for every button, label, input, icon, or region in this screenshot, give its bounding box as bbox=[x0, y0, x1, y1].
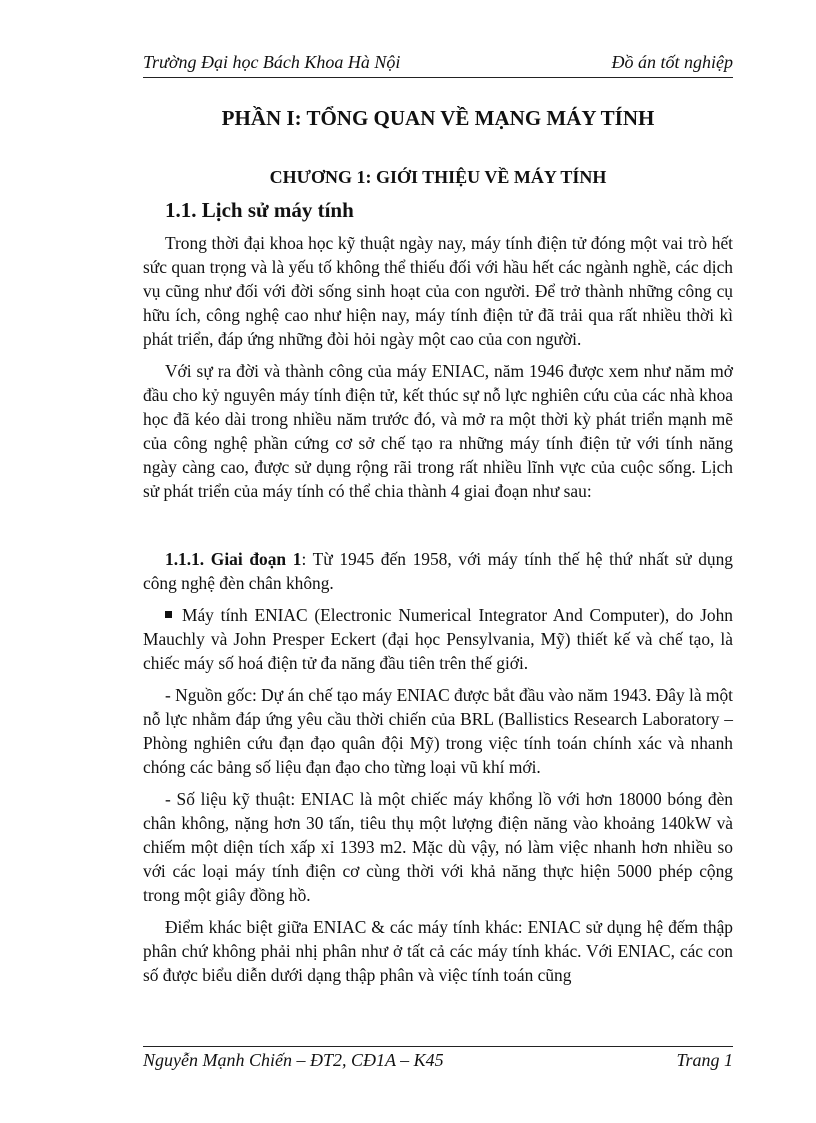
page-header bbox=[143, 52, 733, 73]
bullet-eniac-text: Máy tính ENIAC (Electronic Numerical Integrator And Computer), do John Mauchly và John Presper Eckert (đại học Pensylvania, Mỹ) thiết kế và chế tạo, là chiếc máy số hoá điện tử đa năng đầu tiên trên thế giới. bbox=[143, 605, 733, 673]
footer-rule bbox=[143, 1046, 733, 1047]
stage-1-text: : Từ 1945 đến 1958, với máy tính thế hệ thứ nhất sử dụng công nghệ đèn chân không. bbox=[143, 549, 733, 593]
paragraph-stage-1 bbox=[143, 547, 733, 595]
header-school: Trường Đại học Bách Khoa Hà Nội bbox=[143, 52, 401, 72]
bullet-square-icon bbox=[165, 611, 172, 618]
bullet-eniac bbox=[143, 603, 733, 675]
paragraph-specs: - Số liệu kỹ thuật: ENIAC là một chiếc máy khổng lồ với hơn 18000 bóng đèn chân không, nặng hơn 30 tấn, tiêu thụ một lượng điện năng vào khoảng 140kW và chiếm một diện tích xấp xỉ 1393 m2. Mặc dù vậy, nó làm việc nhanh hơn nhiều so với các loại máy tính điện cơ cùng thời với khả năng thực hiện 5000 phép cộng trong một giây đồng hồ. bbox=[143, 789, 733, 905]
paragraph-eniac-era: Với sự ra đời và thành công của máy ENIAC, năm 1946 được xem như năm mở đầu cho kỷ nguyên máy tính điện tử, kết thúc sự nỗ lực nghiên cứu của các nhà khoa học đã kéo dài trong nhiều năm trước đó, và mở ra một thời kỳ phát triển mạnh mẽ của công nghệ phần cứng cơ sở chế tạo ra những máy tính điện tử với tính năng ngày càng cao, được sử dụng rộng rãi trong rất nhiều lĩnh vực của cuộc sống. Lịch sử phát triển của máy tính có thể chia thành 4 giai đoạn như sau: bbox=[143, 361, 733, 501]
page-number: Trang 1 bbox=[676, 1050, 733, 1070]
part-title: PHẦN I: TỔNG QUAN VỀ MẠNG MÁY TÍNH bbox=[221, 106, 655, 130]
chapter-title: CHƯƠNG 1: GIỚI THIỆU VỀ MÁY TÍNH bbox=[269, 167, 607, 187]
stage-1-label: 1.1.1. Giai đoạn 1 bbox=[165, 549, 302, 569]
section-title: 1.1. Lịch sử máy tính bbox=[165, 198, 354, 222]
page-footer bbox=[143, 1050, 733, 1071]
footer-author: Nguyễn Mạnh Chiến – ĐT2, CĐ1A – K45 bbox=[143, 1050, 444, 1070]
page-body bbox=[143, 96, 733, 987]
paragraph-origin: - Nguồn gốc: Dự án chế tạo máy ENIAC được bắt đầu vào năm 1943. Đây là một nỗ lực nhằm đáp ứng yêu cầu thời chiến của BRL (Ballistics Research Laboratory – Phòng nghiên cứu đạn đạo quân đội Mỹ) trong việc tính toán chính xác và nhanh chóng các bảng số liệu đạn đạo cho từng loại vũ khí mới. bbox=[143, 685, 733, 777]
paragraph-intro: Trong thời đại khoa học kỹ thuật ngày nay, máy tính điện tử đóng một vai trò hết sức quan trọng và là yếu tố không thể thiếu đối với hầu hết các ngành nghề, các dịch vụ cũng như đối với đời sống sinh hoạt của con người. Để trở thành những công cụ hữu ích, công nghệ cao như hiện nay, máy tính điện tử đã trải qua rất nhiều thời kì phát triển, đáp ứng những đòi hỏi ngày một cao của con người. bbox=[143, 233, 733, 349]
header-rule bbox=[143, 77, 733, 78]
header-doc-type: Đồ án tốt nghiệp bbox=[611, 52, 733, 72]
paragraph-difference: Điểm khác biệt giữa ENIAC & các máy tính khác: ENIAC sử dụng hệ đếm thập phân chứ không phải nhị phân như ở tất cả các máy tính khác. Với ENIAC, các con số được biểu diễn dưới dạng thập phân và việc tính toán cũng bbox=[143, 917, 733, 985]
